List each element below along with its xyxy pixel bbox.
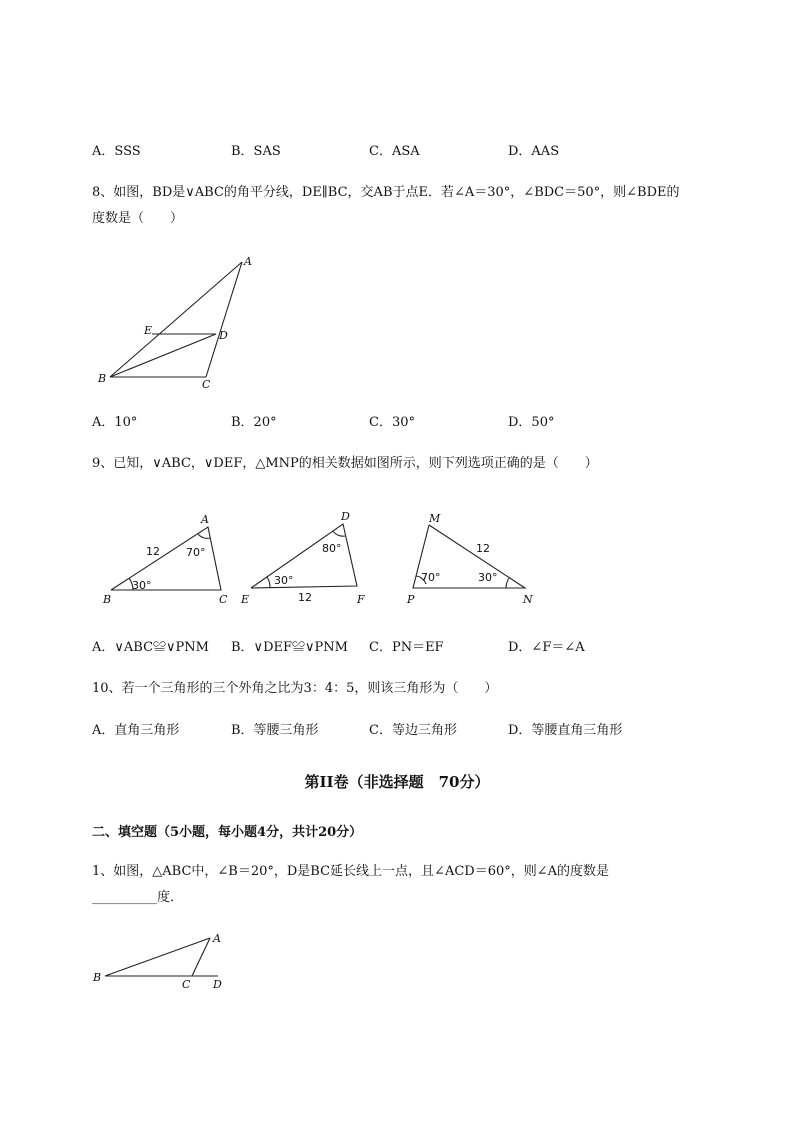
q9-label-f: F bbox=[357, 593, 365, 606]
section2-title: 二、填空题（5小题，每小题4分，共计20分） bbox=[92, 825, 363, 840]
q7-option-c: C．ASA bbox=[369, 144, 420, 159]
q8-option-d: D．50° bbox=[508, 415, 555, 430]
q10-stem: 10、若一个三角形的三个外角之比为3：4：5，则该三角形为（ ） bbox=[92, 681, 498, 696]
q9-triangle-abc bbox=[102, 513, 228, 606]
q9-triangle-mnp bbox=[406, 512, 533, 606]
q9-t2-angle-d: 80° bbox=[322, 542, 342, 555]
q10-option-d: D．等腰直角三角形 bbox=[508, 723, 623, 738]
q9-label-p: P bbox=[407, 593, 415, 606]
q9-label-d: D bbox=[341, 510, 350, 523]
q8-side-ba bbox=[110, 262, 242, 377]
q9-t2-angle-e: 30° bbox=[274, 574, 294, 587]
q9-t2-side-label: 12 bbox=[298, 591, 312, 604]
q9-t3-angle-n: 30° bbox=[478, 571, 498, 584]
q9-label-c: C bbox=[219, 593, 228, 606]
q8-label-e: E bbox=[144, 324, 153, 337]
q9-t1-angle-a: 70° bbox=[186, 546, 206, 559]
q8-label-c: C bbox=[202, 378, 211, 391]
q8-side-ac bbox=[206, 262, 242, 377]
q8-label-a: A bbox=[244, 255, 252, 268]
q9-t1-angle-b: 30° bbox=[132, 579, 152, 592]
q8-figure bbox=[90, 250, 270, 395]
q9-label-a: A bbox=[201, 513, 209, 526]
q7-option-b: B．SAS bbox=[231, 144, 281, 159]
fill1-stem-line1: 1、如图，△ABC中，∠B＝20°，D是BC延长线上一点，且∠ACD＝60°，则∠A的度数是 bbox=[92, 864, 610, 879]
q8-option-a: A．10° bbox=[92, 415, 138, 430]
q8-option-c: C．30° bbox=[369, 415, 415, 430]
fill1-figure bbox=[88, 926, 238, 996]
q8-segment-bd bbox=[110, 334, 216, 377]
fill1-label-b: B bbox=[93, 971, 102, 984]
q8-option-b: B．20° bbox=[231, 415, 277, 430]
q9-label-m: M bbox=[429, 512, 441, 525]
q9-triangle-def bbox=[240, 510, 365, 606]
part2-title: 第II卷（非选择题 70分） bbox=[304, 773, 490, 791]
q9-label-b: B bbox=[103, 593, 112, 606]
fill1-stem-line2: __________度． bbox=[92, 890, 184, 905]
q9-option-b: B．∨DEF≌∨PNM bbox=[231, 640, 348, 655]
q9-t1-side-label: 12 bbox=[146, 545, 160, 558]
q9-stem: 9、已知，∨ABC，∨DEF，△MNP的相关数据如图所示，则下列选项正确的是（ ） bbox=[92, 456, 598, 471]
q9-t3-side-label: 12 bbox=[476, 542, 490, 555]
q8-label-b: B bbox=[98, 372, 107, 385]
q7-option-d: D．AAS bbox=[508, 144, 560, 159]
q10-option-b: B．等腰三角形 bbox=[231, 723, 319, 738]
fill1-label-d: D bbox=[213, 978, 222, 991]
fill1-label-a: A bbox=[213, 932, 221, 945]
q9-figure bbox=[95, 505, 555, 610]
fill1-label-c: C bbox=[182, 978, 191, 991]
q8-label-d: D bbox=[219, 329, 228, 342]
q9-label-n: N bbox=[523, 593, 533, 606]
q10-option-a: A．直角三角形 bbox=[92, 723, 180, 738]
q9-option-a: A．∨ABC≌∨PNM bbox=[92, 640, 209, 655]
q7-option-a: A．SSS bbox=[92, 144, 141, 159]
q8-stem-line1: 8、如图，BD是∨ABC的角平分线，DE∥BC，交AB于点E．若∠A＝30°，∠BDC＝50°，则∠BDE的 bbox=[92, 185, 680, 200]
q9-option-c: C．PN＝EF bbox=[369, 640, 444, 655]
q9-option-d: D．∠F＝∠A bbox=[508, 640, 585, 655]
q9-t3-angle-p: 70° bbox=[421, 571, 441, 584]
q8-stem-line2: 度数是（ ） bbox=[92, 211, 184, 226]
q9-label-e: E bbox=[241, 593, 250, 606]
q10-option-c: C．等边三角形 bbox=[369, 723, 457, 738]
